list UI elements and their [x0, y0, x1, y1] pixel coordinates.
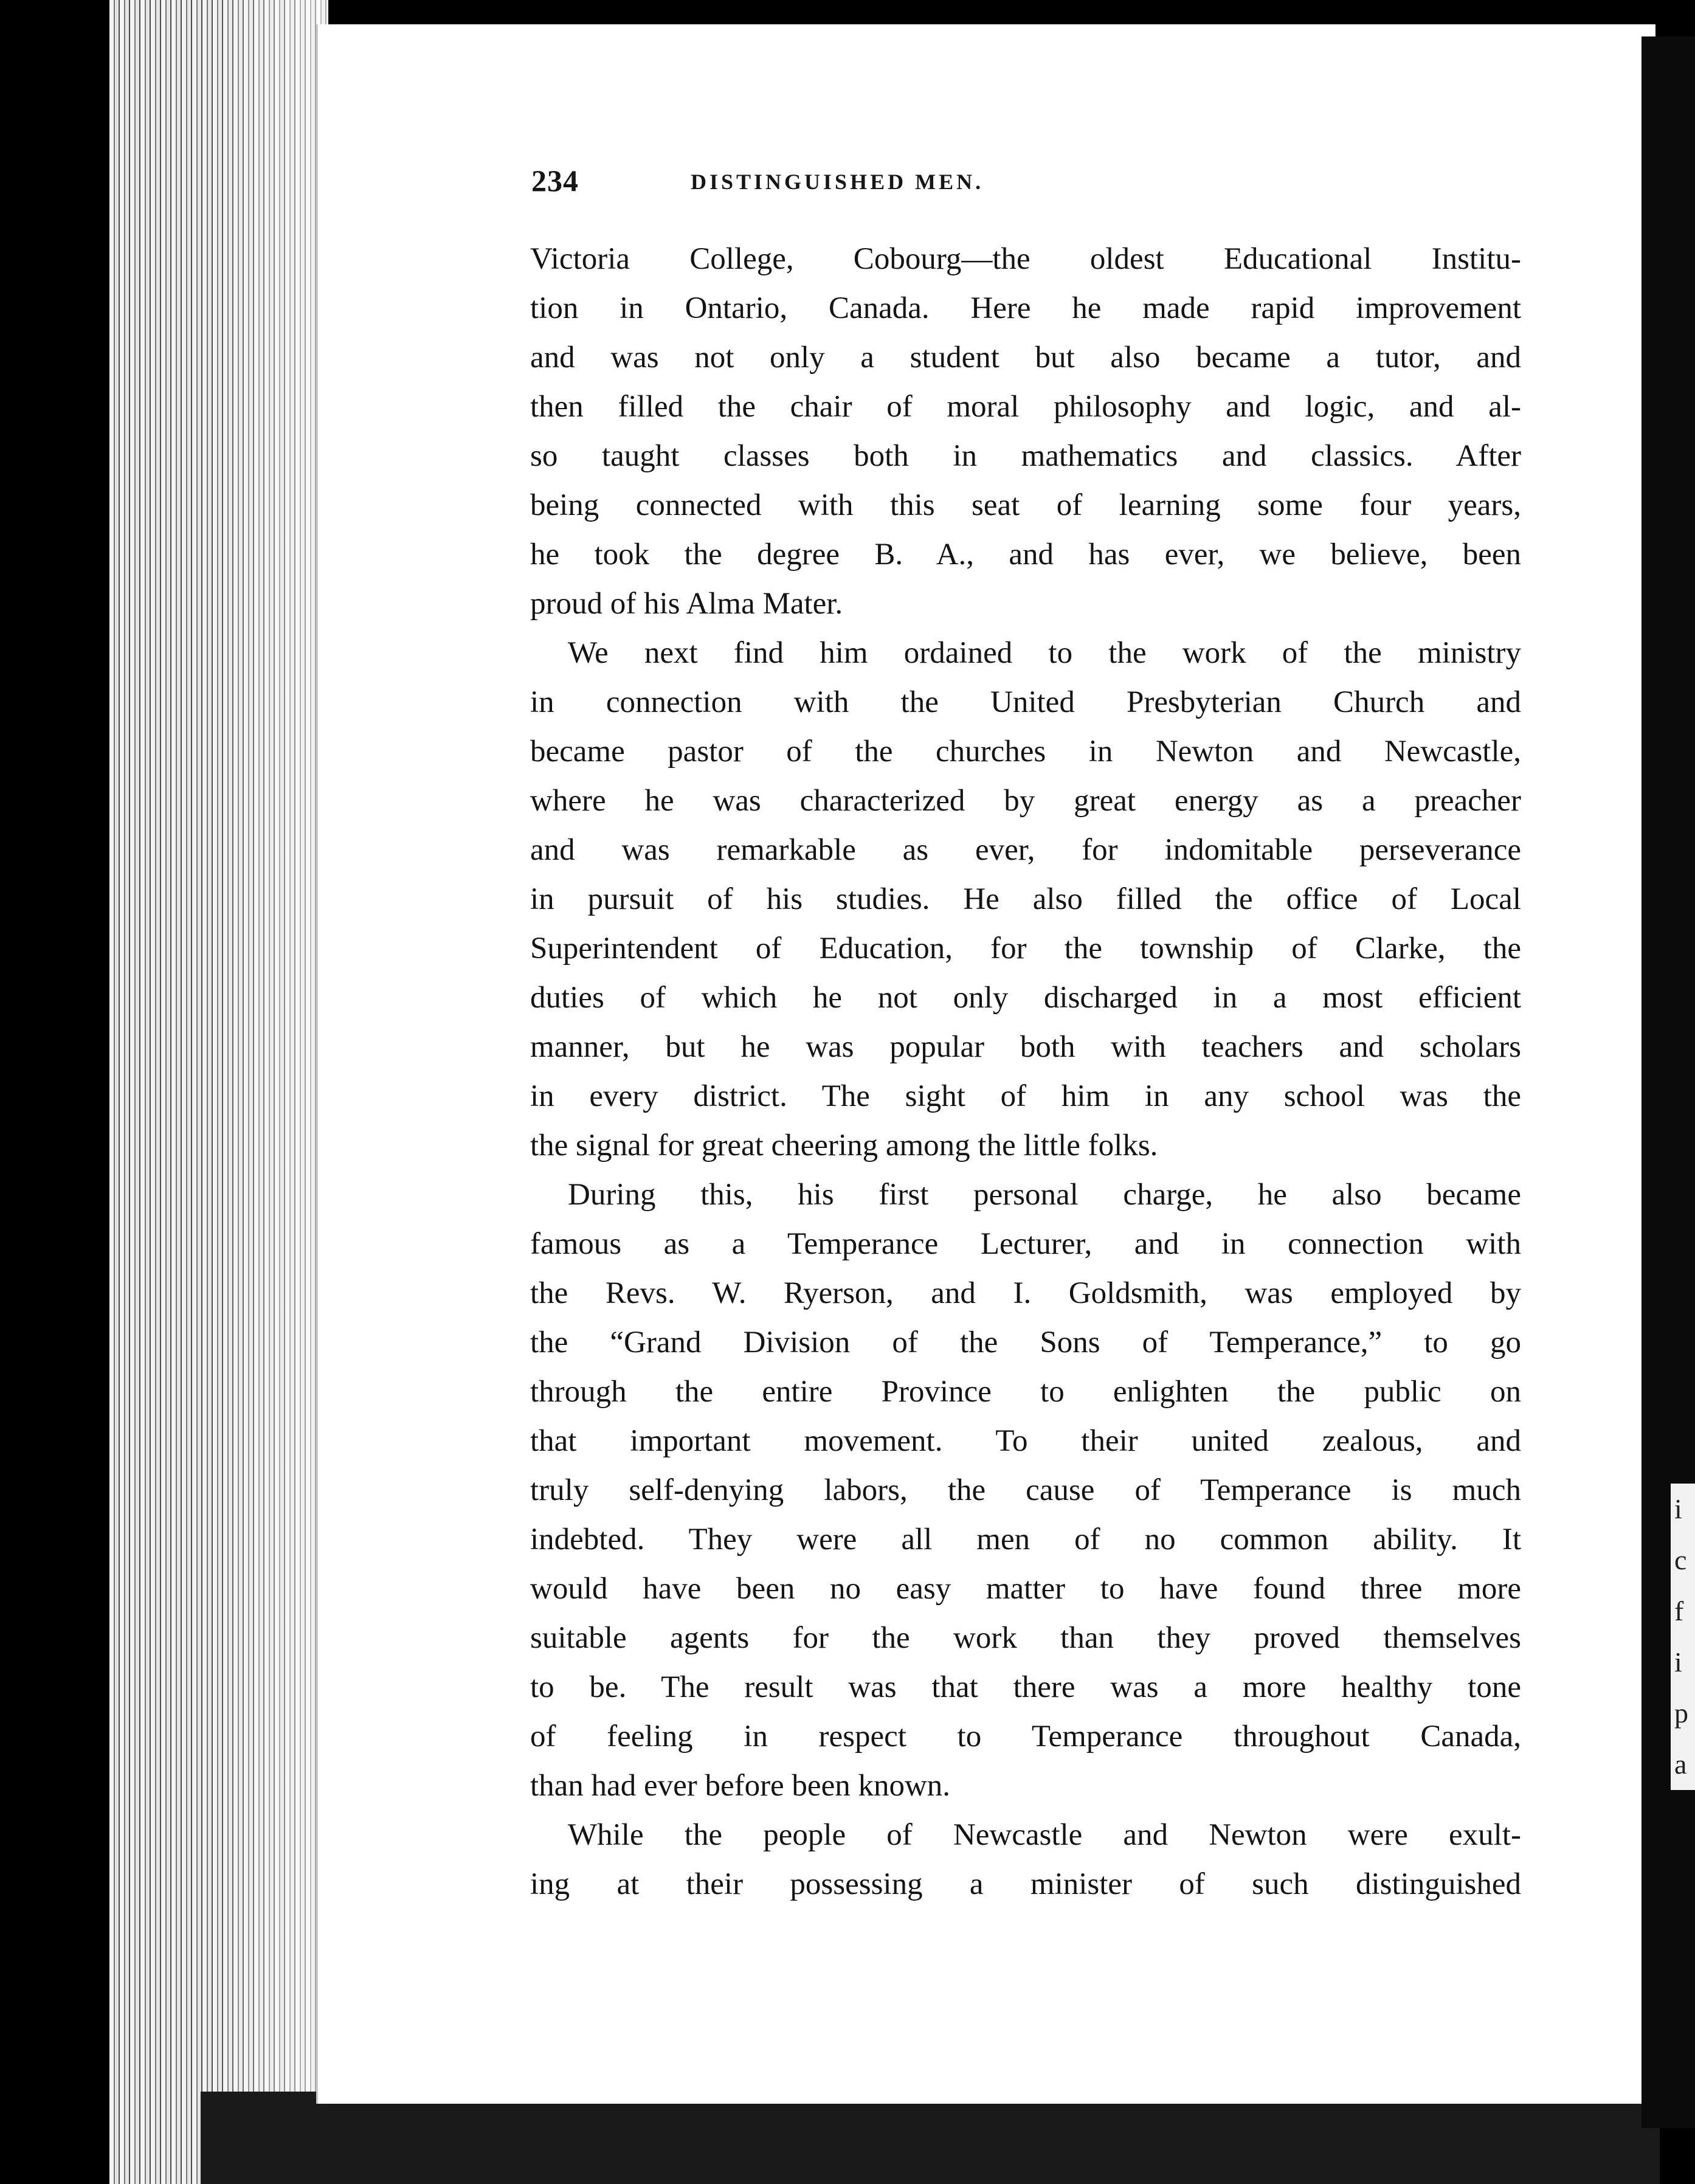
text-line: indebted. They were all men of no common ability. It — [530, 1522, 1521, 1557]
paragraph — [530, 1811, 1521, 1909]
text-line: Victoria College, Cobourg—the oldest Educational Institu- — [530, 242, 1521, 276]
text-line: in every district. The sight of him in any school was the — [530, 1079, 1521, 1113]
facing-page-shadow — [1641, 36, 1695, 2128]
text-line: famous as a Temperance Lecturer, and in connection with — [530, 1227, 1521, 1261]
text-line: in connection with the United Presbyterian Church and — [530, 685, 1521, 719]
margin-letter: i — [1674, 1493, 1682, 1524]
text-line: then filled the chair of moral philosophy and logic, and al- — [530, 390, 1521, 424]
text-line: the signal for great cheering among the little folks. — [530, 1128, 1158, 1163]
book-bottom-edge — [201, 2092, 1660, 2184]
body-text — [530, 235, 1521, 1909]
text-line: that important movement. To their united zealous, and — [530, 1424, 1521, 1458]
paragraph — [530, 1170, 1521, 1811]
text-line: and was not only a student but also became a tutor, and — [530, 340, 1521, 375]
paragraph — [530, 235, 1521, 629]
book-page-edges — [109, 0, 328, 2184]
margin-letter: p — [1674, 1698, 1688, 1729]
margin-letter: i — [1674, 1647, 1682, 1678]
text-line: he took the degree B. A., and has ever, we believe, been — [530, 537, 1521, 572]
page-number: 234 — [531, 164, 579, 198]
text-line: through the entire Province to enlighten the public on — [530, 1375, 1521, 1409]
margin-letter: a — [1674, 1749, 1687, 1780]
page-header — [531, 163, 1261, 206]
text-line: ing at their possessing a minister of such distinguished — [530, 1867, 1521, 1901]
text-line: We next find him ordained to the work of the ministry — [568, 636, 1521, 670]
text-line: proud of his Alma Mater. — [530, 587, 843, 621]
text-line: the Revs. W. Ryerson, and I. Goldsmith, was employed by — [530, 1276, 1521, 1310]
text-line: Superintendent of Education, for the township of Clarke, the — [530, 931, 1521, 966]
text-line: truly self-denying labors, the cause of Temperance is much — [530, 1473, 1521, 1507]
text-line: than had ever before been known. — [530, 1769, 951, 1803]
text-line: the “Grand Division of the Sons of Temperance,” to go — [530, 1325, 1521, 1360]
text-line: in pursuit of his studies. He also filled the office of Local — [530, 882, 1521, 916]
paragraph — [530, 629, 1521, 1170]
text-line: became pastor of the churches in Newton and Newcastle, — [530, 734, 1521, 769]
text-line: suitable agents for the work than they proved themselves — [530, 1621, 1521, 1655]
text-line: of feeling in respect to Temperance throughout Canada, — [530, 1719, 1521, 1754]
text-line: so taught classes both in mathematics and classics. After — [530, 439, 1521, 473]
text-line: While the people of Newcastle and Newton were exult- — [568, 1818, 1521, 1852]
facing-page-margin-letters — [1671, 1484, 1695, 1790]
text-line: duties of which he not only discharged in a most efficient — [530, 981, 1521, 1015]
text-line: and was remarkable as ever, for indomitable perseverance — [530, 833, 1521, 867]
text-line: to be. The result was that there was a more healthy tone — [530, 1670, 1521, 1704]
text-line: would have been no easy matter to have found three more — [530, 1572, 1521, 1606]
text-line: During this, his first personal charge, he also became — [568, 1178, 1521, 1212]
text-line: where he was characterized by great energy as a preacher — [530, 784, 1521, 818]
text-line: being connected with this seat of learning some four years, — [530, 488, 1521, 522]
text-line: manner, but he was popular both with teachers and scholars — [530, 1030, 1521, 1064]
text-line: tion in Ontario, Canada. Here he made rapid improvement — [530, 291, 1521, 325]
margin-letter: f — [1674, 1595, 1684, 1626]
margin-letter: c — [1674, 1544, 1687, 1575]
running-head: DISTINGUISHED MEN. — [691, 170, 984, 194]
